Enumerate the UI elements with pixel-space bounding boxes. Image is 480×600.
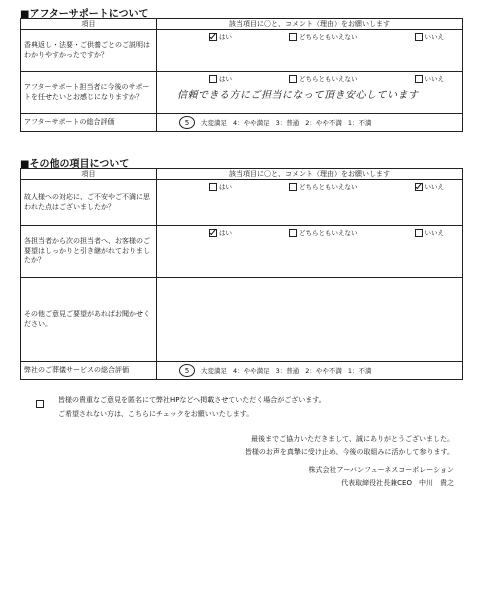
checkbox-checked-icon[interactable]	[209, 229, 217, 237]
overall-rating-label: アフターサポートの総合評価	[21, 114, 157, 132]
checkbox-icon[interactable]	[289, 33, 297, 41]
checkbox-icon[interactable]	[209, 183, 217, 191]
checkbox-icon[interactable]	[289, 75, 297, 83]
answer-options	[157, 74, 462, 83]
overall-rating-label: 弊社のご葬儀サービスの総合評価	[21, 362, 157, 380]
selected-rating-circle[interactable]: 5	[179, 364, 195, 377]
option-neutral[interactable]: どちらともいえない	[289, 228, 358, 237]
option-yes[interactable]: はい	[209, 182, 232, 191]
option-neutral[interactable]: どちらともいえない	[289, 32, 358, 41]
answer-options	[157, 228, 462, 237]
overall-rating-scale	[157, 364, 462, 377]
question-deceased-care: 故人様への対応に、ご不安やご不満に思われた点はございましたか？	[21, 180, 157, 226]
option-neutral[interactable]: どちらともいえない	[289, 182, 358, 191]
rating-option: 1：不満	[347, 367, 372, 375]
option-no[interactable]: いいえ	[415, 182, 445, 191]
checkbox-icon[interactable]	[415, 229, 423, 237]
rating-option: 2：やや不満	[305, 367, 342, 375]
answer-options	[157, 32, 462, 41]
checkbox-checked-icon[interactable]	[209, 33, 217, 41]
option-yes[interactable]: はい	[209, 74, 232, 83]
column-header-answer: 該当項目に〇と、コメント（理由）をお願いします	[157, 169, 463, 180]
other-items-table	[20, 168, 463, 380]
checkbox-icon[interactable]	[415, 33, 423, 41]
column-header-item: 項目	[21, 169, 157, 180]
company-name: 株式会社アーバンフューネスコーポレーション	[308, 466, 454, 474]
handwritten-comment: 信頼できる方にご担当になって頂き安心しています	[177, 90, 419, 101]
option-neutral[interactable]: どちらともいえない	[289, 74, 358, 83]
checkbox-icon[interactable]	[209, 75, 217, 83]
checkbox-checked-icon[interactable]	[415, 183, 423, 191]
question-handover: 各担当者から次の担当者へ、お客様のご要望はしっかりと引き継がれておりましたか？	[21, 226, 157, 278]
rating-option: 大変満足	[201, 119, 227, 127]
selected-rating-circle[interactable]: 5	[179, 116, 195, 129]
checkbox-icon[interactable]	[415, 75, 423, 83]
option-no[interactable]: いいえ	[415, 32, 445, 41]
rating-option: 1：不満	[347, 119, 372, 127]
signatory: 代表取締役社長兼CEO 中川 貴之	[341, 479, 454, 487]
option-no[interactable]: いいえ	[415, 74, 445, 83]
option-yes[interactable]: はい	[209, 228, 232, 237]
question-explanation-clarity: 香典返し・法要・ご供養ごとのご説明はわかりやすかったですか？	[21, 30, 157, 72]
overall-rating-scale	[157, 116, 462, 129]
option-yes[interactable]: はい	[209, 32, 232, 41]
rating-option: 4：やや満足	[233, 119, 270, 127]
opt-out-note-line2: ご希望されない方は、こちらにチェックをお願いいたします。	[58, 410, 254, 418]
rating-option: 3：普通	[275, 367, 300, 375]
pledge-message: 皆様のお声を真摯に受け止め、今後の取組みに活かして参ります。	[244, 448, 454, 456]
answer-options	[157, 182, 462, 191]
section-title-other-items: ■その他の項目について	[20, 159, 130, 170]
column-header-answer: 該当項目に〇と、コメント（理由）をお願いします	[157, 19, 463, 30]
section-title-after-support: ■アフターサポートについて	[20, 9, 149, 20]
rating-option: 2：やや不満	[305, 119, 342, 127]
question-entrust-support: アフターサポート担当者に今後のサポートを任せたいとお感じになりますか？	[21, 72, 157, 114]
feedback-area[interactable]	[157, 278, 463, 362]
rating-option: 大変満足	[201, 367, 227, 375]
thanks-message: 最後までご協力いただきまして、誠にありがとうございました。	[251, 435, 454, 443]
after-support-table	[20, 18, 463, 132]
option-no[interactable]: いいえ	[415, 228, 445, 237]
rating-option: 4：やや満足	[233, 367, 270, 375]
checkbox-icon[interactable]	[289, 183, 297, 191]
rating-option: 3：普通	[275, 119, 300, 127]
column-header-item: 項目	[21, 19, 157, 30]
opt-out-checkbox[interactable]	[36, 400, 44, 408]
opt-out-note-line1: 皆様の貴重なご意見を匿名にて弊社HPなどへ掲載させていただく場合がございます。	[58, 396, 326, 404]
question-other-feedback: その他ご意見ご要望があればお聞かせください。	[21, 278, 157, 362]
checkbox-icon[interactable]	[289, 229, 297, 237]
